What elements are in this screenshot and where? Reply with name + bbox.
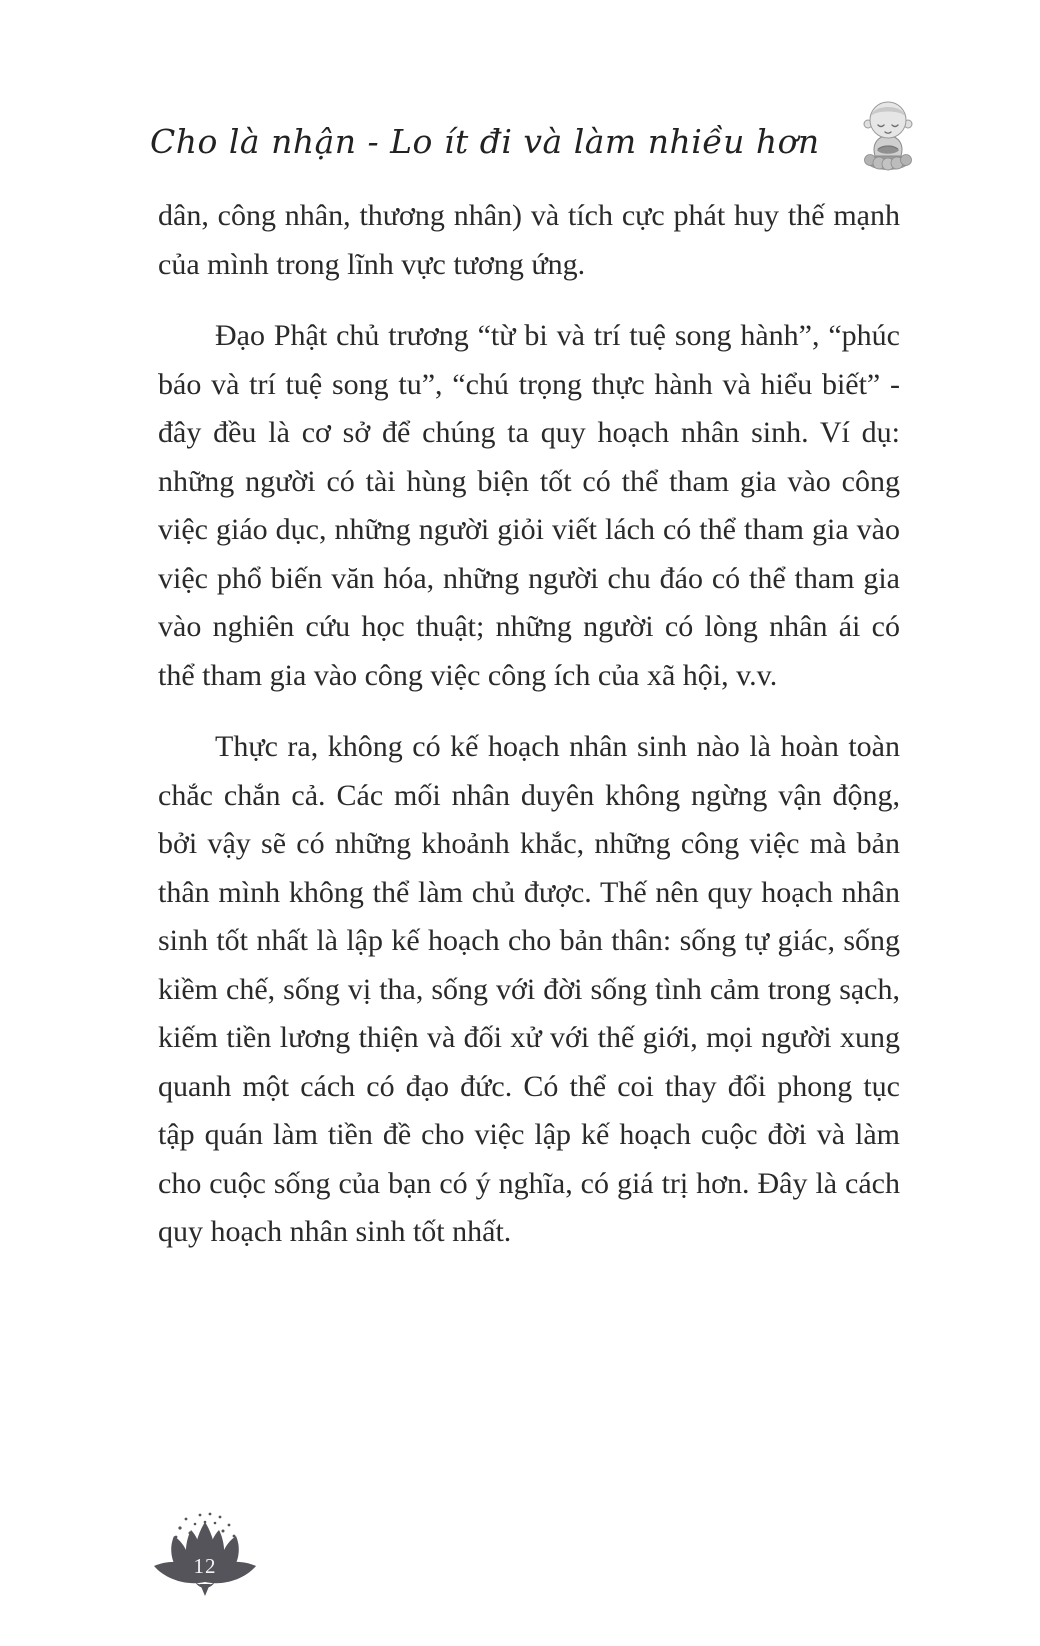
page-footer [150,1506,260,1601]
page-header [150,82,890,172]
paragraph: Đạo Phật chủ trương “từ bi và trí tuệ song hành”, “phúc báo và trí tuệ song tu”, “chú trọng thực hành và hiểu biết” - đây đều là cơ sở để chúng ta quy hoạch nhân sinh. Ví dụ: những người có tài hùng biện tốt có thể tham gia vào công việc giáo dục, những người giỏi viết lách có thể tham gia vào việc phổ biến văn hóa, những người chu đáo có thể tham gia vào nghiên cứu học thuật; những người có lòng nhân ái có thể tham gia vào công việc công ích của xã hội, v.v. [158,319,900,692]
monk-icon [858,94,918,172]
paragraph-continuation: dân, công nhân, thương nhân) và tích cực phát huy thế mạnh của mình trong lĩnh vực tương ứng. [158,199,900,281]
page-body [158,192,900,1257]
page-number: 12 [193,1554,217,1578]
running-head-title: Cho là nhận - Lo ít đi và làm nhiều hơn [150,122,820,161]
paragraph: Thực ra, không có kế hoạch nhân sinh nào là hoàn toàn chắc chắn cả. Các mối nhân duyên không ngừng vận động, bởi vậy sẽ có những khoảnh khắc, những công việc mà bản thân mình không thể làm chủ được. Thế nên quy hoạch nhân sinh tốt nhất là lập kế hoạch cho bản thân: sống tự giác, sống kiềm chế, sống vị tha, sống với đời sống tình cảm trong sạch, kiếm tiền lương thiện và đối xử với thế giới, mọi người xung quanh một cách có đạo đức. Có thể coi thay đổi phong tục tập quán làm tiền đề cho việc lập kế hoạch cuộc đời và làm cho cuộc sống của bạn có ý nghĩa, có giá trị hơn. Đây là cách quy hoạch nhân sinh tốt nhất. [158,730,900,1248]
